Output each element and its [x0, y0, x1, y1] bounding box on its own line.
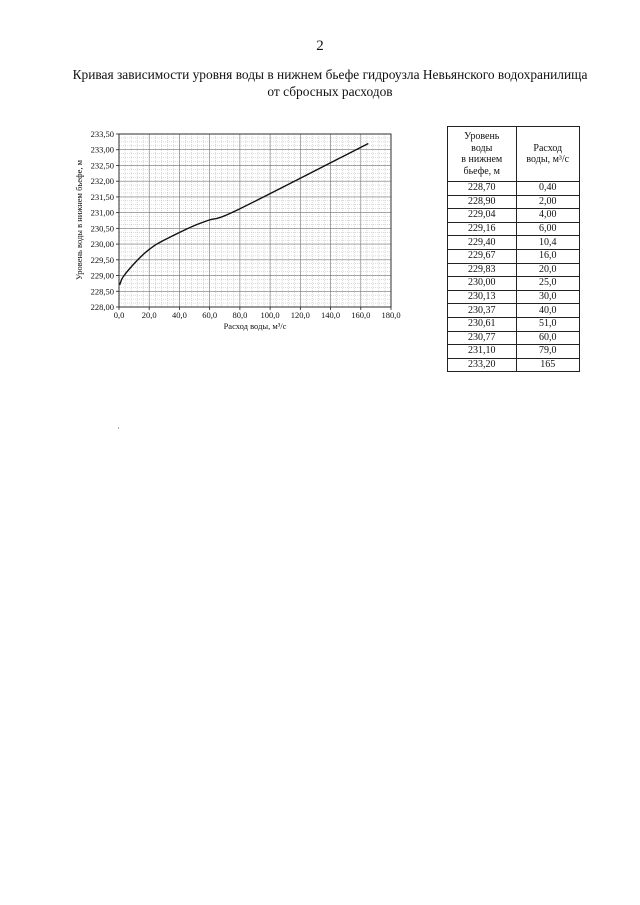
cell-level: 230,61 [448, 317, 517, 331]
header-level-line: бьефе, м [463, 165, 500, 177]
y-tick-labels [91, 129, 114, 312]
page-number: 2 [316, 38, 324, 54]
x-tick-label: 160,0 [351, 310, 371, 320]
table-row [448, 263, 580, 277]
cell-flow: 51,0 [516, 317, 579, 331]
y-tick-label: 229,50 [90, 254, 114, 265]
y-tick-label: 229,00 [90, 270, 114, 281]
x-tick-label: 140,0 [320, 310, 341, 320]
cell-flow: 20,0 [516, 263, 579, 277]
table-row [448, 277, 580, 291]
cell-flow: 4,00 [516, 209, 579, 223]
x-tick-label: 0,0 [113, 310, 125, 320]
x-tick-label: 20,0 [141, 310, 157, 320]
x-tick-label: 100,0 [260, 310, 280, 320]
cell-flow: 10,4 [516, 236, 579, 250]
cell-flow: 0,40 [516, 182, 579, 196]
document-title-line-1: Кривая зависимости уровня воды в нижнем бьефе гидроузла Невьянского водохранилища [72, 67, 588, 82]
cell-flow: 25,0 [516, 277, 579, 291]
header-level-line: воды [471, 142, 493, 154]
table-row [448, 195, 580, 209]
y-tick-label: 233,50 [90, 129, 114, 139]
cell-level: 230,77 [448, 331, 517, 345]
rating-curve-chart [60, 118, 420, 350]
y-tick-label: 228,00 [90, 302, 114, 312]
x-tick-label: 40,0 [172, 310, 187, 320]
table-row [448, 358, 580, 372]
y-tick-label: 231,50 [90, 191, 114, 202]
cell-level: 229,04 [448, 209, 517, 223]
cell-level: 230,37 [448, 304, 517, 318]
header-level [448, 127, 517, 182]
header-flow-line: Расход [533, 142, 563, 154]
chart-grid [119, 134, 391, 307]
table-body [448, 182, 580, 372]
document-title [60, 66, 600, 100]
cell-level: 229,67 [448, 249, 517, 263]
x-tick-labels [114, 310, 401, 320]
cell-level: 231,10 [448, 345, 517, 359]
cell-level: 229,83 [448, 263, 517, 277]
header-level-line: Уровень [464, 131, 500, 142]
document-title-line-2: от сбросных расходов [267, 84, 393, 99]
table-row [448, 331, 580, 345]
y-tick-label: 230,50 [90, 223, 114, 234]
cell-flow: 16,0 [516, 249, 579, 263]
table-row [448, 249, 580, 263]
cell-level: 233,20 [448, 358, 517, 372]
cell-level: 228,70 [448, 182, 517, 196]
y-tick-label: 232,00 [90, 176, 114, 187]
cell-level: 230,00 [448, 277, 517, 291]
table-header-row [448, 127, 580, 182]
chart-axes [116, 134, 391, 310]
cell-flow: 30,0 [516, 290, 579, 304]
y-tick-label: 228,50 [90, 286, 114, 297]
data-table [447, 126, 580, 372]
cell-flow: 40,0 [516, 304, 579, 318]
y-axis-title: Уровень воды в нижнем бьефе, м [74, 159, 84, 281]
y-tick-label: 233,00 [90, 144, 114, 155]
table-row [448, 209, 580, 223]
table-row [448, 290, 580, 304]
x-tick-label: 60,0 [202, 310, 218, 320]
cell-level: 230,13 [448, 290, 517, 304]
table-row [448, 304, 580, 318]
header-level-line: в нижнем [461, 154, 503, 165]
x-tick-label: 180,0 [381, 310, 401, 320]
header-flow-line: воды, м³/с [526, 154, 570, 165]
cell-flow: 79,0 [516, 345, 579, 359]
x-tick-label: 120,0 [290, 310, 310, 320]
table-row [448, 317, 580, 331]
table-row [448, 222, 580, 236]
scan-mark [118, 427, 119, 429]
table-row [448, 236, 580, 250]
header-flow [516, 127, 579, 182]
table-row [448, 345, 580, 359]
cell-level: 229,40 [448, 236, 517, 250]
y-tick-label: 230,00 [90, 239, 114, 250]
cell-level: 229,16 [448, 222, 517, 236]
cell-flow: 6,00 [516, 222, 579, 236]
y-tick-label: 232,50 [90, 160, 114, 171]
cell-flow: 2,00 [516, 195, 579, 209]
cell-flow: 60,0 [516, 331, 579, 345]
x-axis-title: Расход воды, м³/с [223, 321, 287, 331]
cell-flow: 165 [516, 358, 579, 372]
x-tick-label: 80,0 [232, 310, 248, 320]
y-tick-label: 231,00 [90, 207, 114, 218]
table-row [448, 182, 580, 196]
cell-level: 228,90 [448, 195, 517, 209]
